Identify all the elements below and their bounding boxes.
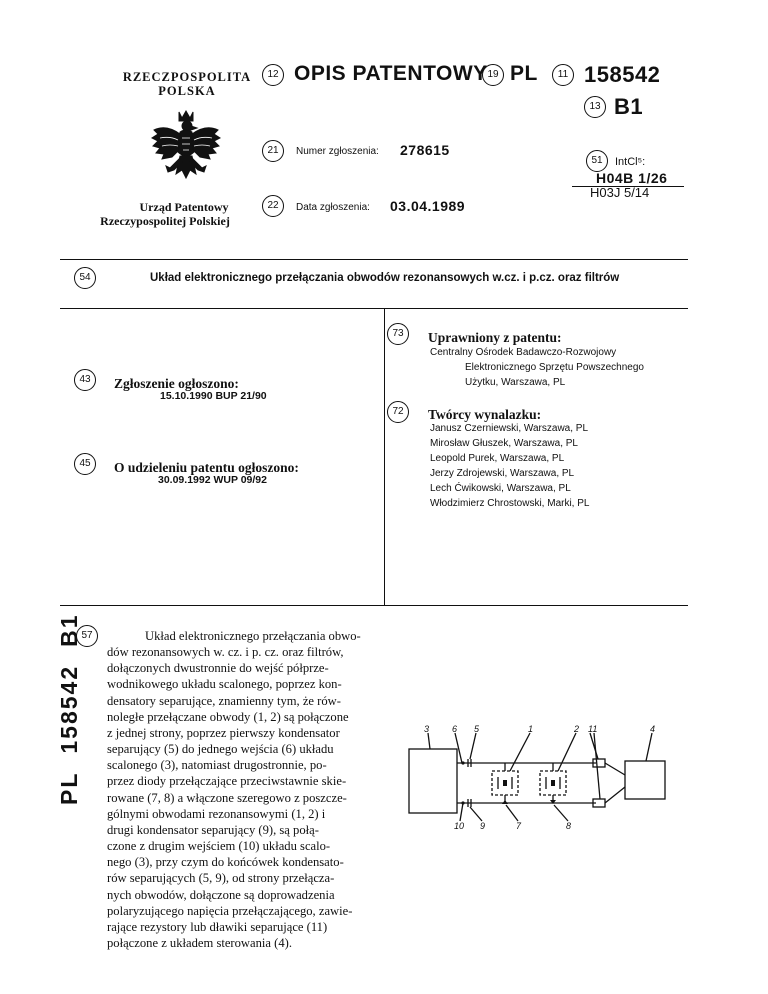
holder-line3: Użytku, Warszawa, PL xyxy=(465,377,566,388)
application-number-value: 278615 xyxy=(400,142,450,158)
grant-publication-value: 30.09.1992 WUP 09/92 xyxy=(158,474,267,486)
inid-code-51: 51 xyxy=(586,150,608,172)
inventor-name: Włodzimierz Chrostowski, Marki, PL xyxy=(430,498,590,509)
inid-code-43: 43 xyxy=(74,369,96,391)
inid-code-19: 19 xyxy=(482,64,504,86)
inid-code-13: 13 xyxy=(584,96,606,118)
side-kind-code: B1 xyxy=(56,613,82,647)
figure-label-10: 10 xyxy=(454,821,465,830)
abstract-line: dów rezonansowych w. cz. i p. cz. oraz filtrów, xyxy=(107,645,344,660)
abstract-line: rające rezystory lub dławiki separujące (11) xyxy=(107,919,328,934)
inventor-name: Lech Ćwikowski, Warszawa, PL xyxy=(430,483,571,494)
abstract-line: polaryzującego napięcia przełączającego, zawie- xyxy=(107,903,353,918)
inid-code-11: 11 xyxy=(552,64,574,86)
classification-secondary: H03J 5/14 xyxy=(590,185,650,200)
figure-label-2: 2 xyxy=(574,725,580,734)
ic-block-3 xyxy=(409,749,457,813)
figure-label-8: 8 xyxy=(566,821,572,830)
inid-code-57: 57 xyxy=(76,625,98,647)
abstract-line: drugi kondensator separujący (9), są połą- xyxy=(107,822,319,837)
country-name-line2: POLSKA xyxy=(158,84,216,98)
holder-line1: Centralny Ośrodek Badawczo-Rozwojowy xyxy=(430,347,617,358)
figure-label-7: 7 xyxy=(516,821,522,830)
side-country-code: PL xyxy=(56,771,82,805)
filing-date-value: 03.04.1989 xyxy=(390,198,466,214)
figure-label-5: 5 xyxy=(474,725,480,734)
figure-label-6: 6 xyxy=(452,725,458,734)
abstract-line: rowane (7, 8) a włączone szeregowo z poszcze- xyxy=(107,790,347,805)
patent-number: 158542 xyxy=(584,62,661,87)
abstract-line: nych obwodów, dołączone są doprowadzenia xyxy=(107,887,335,902)
inventor-name: Janusz Czerniewski, Warszawa, PL xyxy=(430,423,589,434)
figure-label-4: 4 xyxy=(650,725,656,734)
abstract-line: separujący (5) do jednego wejścia (6) układu xyxy=(107,742,334,757)
inid-code-54: 54 xyxy=(74,267,96,289)
inid-code-72: 72 xyxy=(387,401,409,423)
inid-code-22: 22 xyxy=(262,195,284,217)
figure-label-1: 1 xyxy=(528,725,534,734)
document-type: OPIS PATENTOWY xyxy=(294,62,488,85)
inventors-label: Twórcy wynalazku: xyxy=(428,407,542,422)
filing-date-label: Data zgłoszenia: xyxy=(296,202,370,213)
abstract-line: densatory separujące, znamienny tym, że rów- xyxy=(107,693,341,708)
abstract-line: scalonego (3), natomiast drugostronnie, po- xyxy=(107,758,327,773)
inid-code-12: 12 xyxy=(262,64,284,86)
side-patent-code xyxy=(56,613,83,805)
circuit-diagram xyxy=(400,725,700,830)
figure-label-9: 9 xyxy=(480,821,486,830)
abstract-line: połączone z układem sterowania (4). xyxy=(107,935,292,950)
patent-office-line2: Rzeczypospolitej Polskiej xyxy=(100,214,230,228)
int-cl-label: IntCl⁵: xyxy=(615,156,646,168)
inventor-name: Leopold Purek, Warszawa, PL xyxy=(430,453,565,464)
kind-code: B1 xyxy=(614,94,644,119)
abstract-line: dołączonych dwustronnie do wejść półprze- xyxy=(107,661,329,676)
inid-code-45: 45 xyxy=(74,453,96,475)
holder-line2: Elektronicznego Sprzętu Powszechnego xyxy=(465,362,644,373)
divider-top xyxy=(60,259,688,260)
inid-code-73: 73 xyxy=(387,323,409,345)
control-block-4 xyxy=(625,761,665,799)
inventor-name: Mirosław Głuszek, Warszawa, PL xyxy=(430,438,578,449)
abstract-line: noległe przełączane obwody (1, 2) są połączone xyxy=(107,709,349,724)
divider-title xyxy=(60,308,688,309)
abstract-line: z jednej strony, poprzez pierwszy kondensator xyxy=(107,725,340,740)
holder-label: Uprawniony z patentu: xyxy=(428,330,562,345)
country-code: PL xyxy=(510,62,538,85)
figure-label-11: 11 xyxy=(588,725,598,734)
abstract-line: wodnikowego układu scalonego, poprzez kon- xyxy=(107,677,342,692)
abstract-text xyxy=(107,628,373,951)
abstract-line: Układ elektronicznego przełączania obwo- xyxy=(145,629,361,643)
grant-publication-label: O udzieleniu patentu ogłoszono: xyxy=(114,460,299,475)
invention-title: Układ elektronicznego przełączania obwodów rezonansowych w.cz. i p.cz. oraz filtrów xyxy=(150,272,620,284)
publication-value: 15.10.1990 BUP 21/90 xyxy=(160,390,267,402)
abstract-line: czone z drugim wejściem (10) układu scalo- xyxy=(107,839,331,854)
figure-label-3: 3 xyxy=(424,725,430,734)
application-number-label: Numer zgłoszenia: xyxy=(296,146,379,157)
abstract-line: gólnymi obwodami rezonansowymi (1, 2) i xyxy=(107,806,326,821)
side-patent-number: 158542 xyxy=(56,664,82,754)
classification-primary: H04B 1/26 xyxy=(596,170,668,186)
abstract-line: przez diody przełączające przeciwstawnie skie- xyxy=(107,774,347,789)
eagle-emblem-icon xyxy=(150,108,222,192)
inid-code-21: 21 xyxy=(262,140,284,162)
divider-vertical xyxy=(384,309,385,605)
country-name-line1: RZECZPOSPOLITA xyxy=(122,70,252,84)
abstract-line: nego (3), przy czym do końcówek kondensato- xyxy=(107,855,344,870)
divider-bottom xyxy=(60,605,688,606)
inventor-name: Jerzy Zdrojewski, Warszawa, PL xyxy=(430,468,575,479)
publication-label: Zgłoszenie ogłoszono: xyxy=(114,376,239,391)
abstract-line: rów separujących (5, 9), od strony przełącza- xyxy=(107,871,335,886)
patent-office-line1: Urząd Patentowy xyxy=(139,200,229,214)
